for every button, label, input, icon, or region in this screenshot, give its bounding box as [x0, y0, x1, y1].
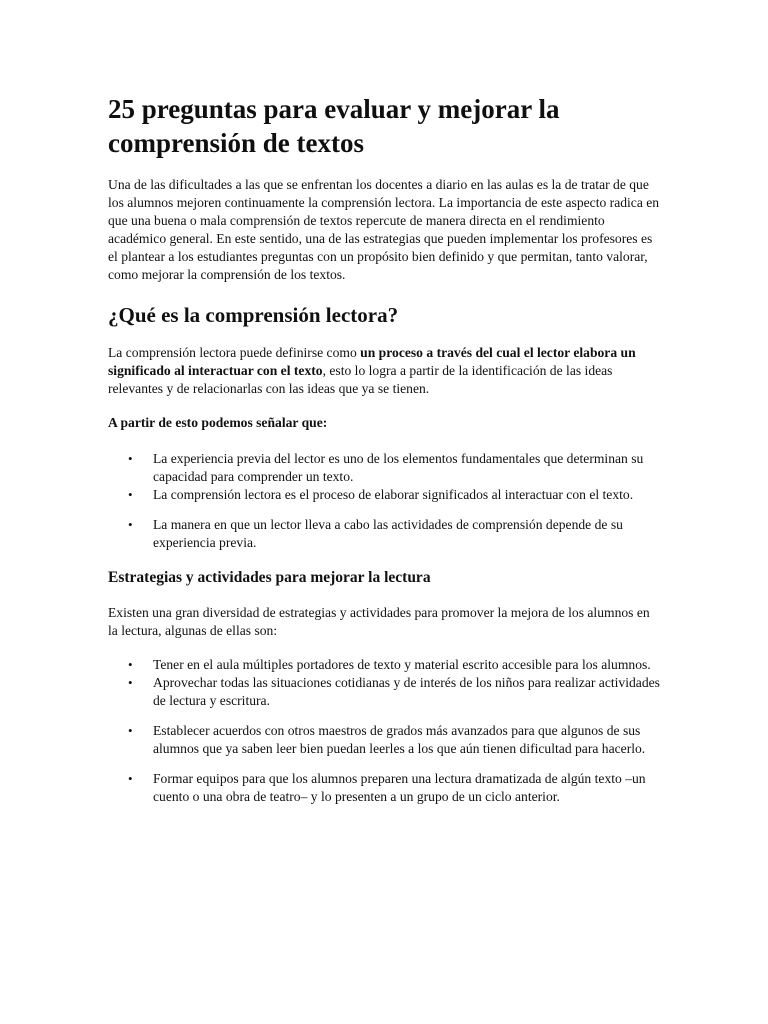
definition-end: , esto lo logra a partir de la identificación de las ideas relevantes y de relacionarlas con las ideas que ya se tienen. [108, 363, 613, 396]
definition-start: La comprensión lectora puede definirse como [108, 345, 361, 360]
bullet-icon: • [128, 771, 133, 786]
list-item [108, 516, 660, 552]
list-item-text: La experiencia previa del lector es uno de los elementos fundamentales que determinan su capacidad para comprender un texto. [153, 451, 644, 484]
bullet-icon: • [128, 451, 133, 466]
list-item-text: La comprensión lectora es el proceso de elaborar significados al interactuar con el texto. [153, 487, 634, 502]
strategies-intro: Existen una gran diversidad de estrategias y actividades para promover la mejora de los alumnos en la lectura, algunas de ellas son: [108, 605, 650, 638]
list-item-text: Aprovechar todas las situaciones cotidianas y de interés de los niños para realizar actividades de lectura y escritura. [153, 675, 660, 708]
list-item-text: Tener en el aula múltiples portadores de texto y material escrito accesible para los alumnos. [153, 657, 651, 672]
bullet-icon: • [128, 487, 133, 502]
bullet-icon: • [128, 517, 133, 532]
definition-bold: un proceso a través del cual el lector elabora un significado al interactuar con el texto [108, 345, 636, 378]
section-heading-comprension: ¿Qué es la comprensión lectora? [108, 303, 399, 327]
subheading-partir: A partir de esto podemos señalar que: [108, 415, 328, 430]
bullet-icon: • [128, 675, 133, 690]
bullet-icon: • [128, 657, 133, 672]
list-item-text: Formar equipos para que los alumnos preparen una lectura dramatizada de algún texto –un cuento o una obra de teatro– y lo presenten a un grupo de un ciclo anterior. [153, 771, 646, 804]
list-item [108, 486, 660, 504]
bullet-icon: • [128, 723, 133, 738]
list-item [108, 674, 660, 710]
list-item-text: Establecer acuerdos con otros maestros de grados más avanzados para que algunos de sus alumnos que ya saben leer bien puedan leerles a los que aún tienen dificultad para hacerlo. [153, 723, 646, 756]
list-item-text: La manera en que un lector lleva a cabo las actividades de comprensión depende de su experiencia previa. [153, 517, 623, 550]
document-page [108, 92, 660, 822]
section-heading-estrategias: Estrategias y actividades para mejorar la lectura [108, 569, 431, 586]
document-title: 25 preguntas para evaluar y mejorar la comprensión de textos [108, 94, 560, 158]
bullet-list-comprension [108, 450, 660, 552]
list-item [108, 656, 660, 674]
bullet-list-estrategias [108, 656, 660, 806]
intro-paragraph: Una de las dificultades a las que se enfrentan los docentes a diario en las aulas es la de tratar de que los alumnos mejoren continuamente la comprensión lectora. La importancia de este aspecto radica en que una buena o mala comprensión de textos repercute de manera directa en el rendimiento académico general. En este sentido, una de las estrategias que pueden implementar los profesores es el plantear a los estudiantes preguntas con un propósito bien definido y que permitan, tanto valorar, como mejorar la comprensión de los textos. [108, 177, 660, 282]
list-item [108, 450, 660, 486]
definition-paragraph [108, 344, 660, 398]
list-item [108, 770, 660, 806]
list-item [108, 722, 660, 758]
